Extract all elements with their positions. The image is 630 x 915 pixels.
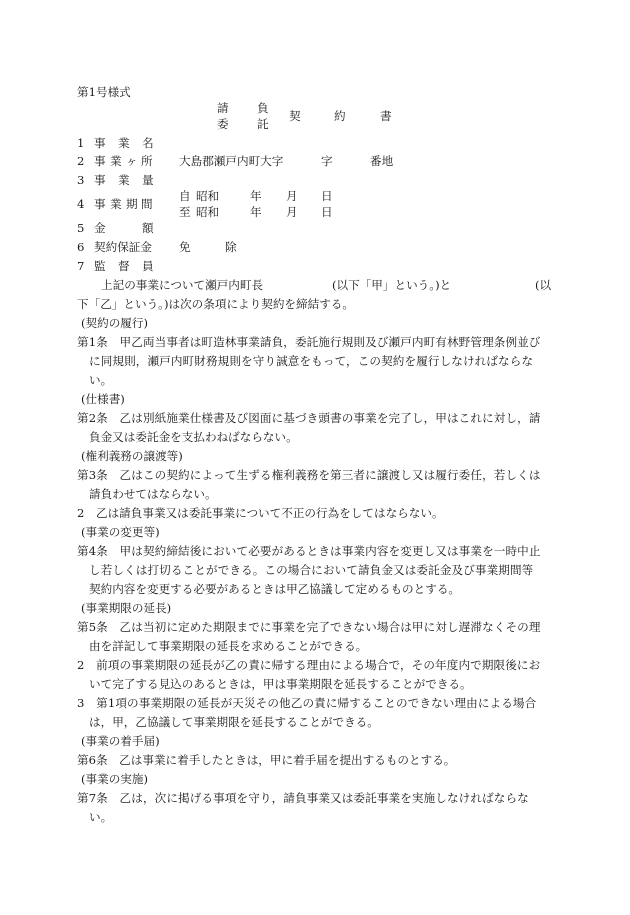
field-label-char: 業 xyxy=(110,197,122,211)
field-label: 契約保証金 xyxy=(94,240,152,254)
field-number: 2 xyxy=(77,154,85,168)
period-to-prefix: 至 xyxy=(179,205,191,219)
article-caption: (権利義務の譲渡等) xyxy=(81,449,183,463)
title-word-2: 約 xyxy=(334,109,346,123)
field-number: 1 xyxy=(77,136,85,150)
period-from-era: 昭和 xyxy=(196,189,220,203)
article-line: 第4条 甲は契約締結後において必要があるときは事業内容を変更し又は事業を一時中止 xyxy=(77,544,541,558)
field-label-char: 事 xyxy=(94,154,106,168)
title-stack-top-left: 請 xyxy=(217,101,229,115)
field-label-char: 期 xyxy=(126,197,138,211)
article-line: 3 第1項の事業期限の延長が天災その他乙の責に帰することのできない理由による場合 xyxy=(77,696,537,710)
period-from-day: 日 xyxy=(321,189,333,203)
field-label-char: 監 xyxy=(94,259,106,273)
intro-line-2: 下「乙」という。)は次の条項により契約を締結する。 xyxy=(77,297,354,311)
article-line: 第7条 乙は，次に掲げる事項を守り，請負事業又は委託事業を実施しなければならな xyxy=(77,791,529,805)
intro-part-b: (以下「甲」という。)と xyxy=(332,278,452,292)
field-label-char: 業 xyxy=(118,136,130,150)
article-line: 第5条 乙は当初に定めた期限までに事業を完了できない場合は甲に対し遅滞なくその理 xyxy=(77,620,541,634)
field-label-char: 量 xyxy=(142,173,154,187)
article-caption: (事業の実施) xyxy=(81,772,149,786)
field-number: 7 xyxy=(77,259,85,273)
article-caption: (事業の変更等) xyxy=(81,525,160,539)
field-label-char: 事 xyxy=(94,173,106,187)
article-caption: (契約の履行) xyxy=(81,316,149,330)
article-line: し若しくは打切ることができる。この場合において請負金又は委託金及び事業期間等 xyxy=(89,563,534,577)
title-word-1: 契 xyxy=(289,109,301,123)
field-number: 3 xyxy=(77,173,85,187)
field-label-char: 員 xyxy=(142,259,154,273)
period-from-month: 月 xyxy=(286,189,298,203)
article-line: 第2条 乙は別紙施業仕様書及び図面に基づき頭書の事業を完了し，甲はこれに対し，請 xyxy=(77,411,541,425)
period-to-month: 月 xyxy=(286,205,298,219)
period-to-day: 日 xyxy=(321,205,333,219)
article-line: に同規則，瀬戸内町財務規則を守り誠意をもって，この契約を履行しなければならな xyxy=(89,354,534,368)
period-to-era: 昭和 xyxy=(196,205,220,219)
field-label-char: 名 xyxy=(142,136,154,150)
field-label-char: 業 xyxy=(110,154,122,168)
article-line: 由を詳記して事業期限の延長を求めることができる。 xyxy=(89,639,368,653)
field-label-char: 所 xyxy=(141,154,153,168)
article-line: 請負わせてはならない。 xyxy=(89,487,217,501)
article-line: は，甲，乙協議して事業期限を延長することができる。 xyxy=(89,715,379,729)
field-label-char: 金 xyxy=(94,221,106,235)
field-label-char: ヶ xyxy=(126,154,138,168)
address-banchi: 番地 xyxy=(370,154,394,168)
guarantee-value-2: 除 xyxy=(225,240,237,254)
article-line: 第1条 甲乙両当事者は町造林事業請負，委託施行規則及び瀬戸内町有林野管理条例並び xyxy=(77,335,541,349)
article-caption: (事業の着手届) xyxy=(81,734,160,748)
article-caption: (事業期限の延長) xyxy=(81,601,172,615)
field-label-char: 事 xyxy=(94,136,106,150)
field-number: 6 xyxy=(77,240,85,254)
article-line: い。 xyxy=(89,810,113,824)
article-line: 2 前項の事業期限の延長が乙の責に帰する理由による場合で，その年度内で期限後にお xyxy=(77,658,541,672)
field-label-char: 督 xyxy=(118,259,130,273)
title-stack-top-right: 負 xyxy=(257,101,269,115)
article-line: 第6条 乙は事業に着手したときは，甲に着手届を提出するものとする。 xyxy=(77,753,456,767)
article-line: 2 乙は請負事業又は委託事業について不正の行為をしてはならない。 xyxy=(77,506,444,520)
field-number: 4 xyxy=(77,197,85,211)
address-aza: 字 xyxy=(321,154,333,168)
field-label-char: 間 xyxy=(141,197,153,211)
intro-part-c: (以 xyxy=(535,278,552,292)
title-word-3: 書 xyxy=(380,109,392,123)
article-caption: (仕様書) xyxy=(81,392,125,406)
article-line: 契約内容を変更する必要があるときは甲乙協議して定めるものとする。 xyxy=(89,582,461,596)
address-value: 大島郡瀬戸内町大字 xyxy=(179,154,284,168)
article-line: 第3条 乙はこの契約によって生ずる権利義務を第三者に譲渡し又は履行委任，若しくは xyxy=(77,468,541,482)
form-label: 第1号様式 xyxy=(77,85,131,99)
guarantee-value-1: 免 xyxy=(179,240,191,254)
title-stack-bottom-left: 委 xyxy=(217,117,229,131)
period-from-year: 年 xyxy=(250,189,262,203)
period-to-year: 年 xyxy=(250,205,262,219)
field-label-char: 業 xyxy=(118,173,130,187)
intro-part-a: 上記の事業について瀬戸内町長 xyxy=(101,278,264,292)
field-label-char: 事 xyxy=(94,197,106,211)
article-line: 負金又は委託金を支払わねばならない。 xyxy=(89,430,298,444)
field-number: 5 xyxy=(77,221,85,235)
title-stack-bottom-right: 託 xyxy=(257,117,269,131)
field-label-char: 額 xyxy=(142,221,154,235)
article-line: い。 xyxy=(89,373,113,387)
period-from-prefix: 自 xyxy=(179,189,191,203)
article-line: いて完了する見込のあるときは，甲は事業期限を延長することができる。 xyxy=(89,677,472,691)
